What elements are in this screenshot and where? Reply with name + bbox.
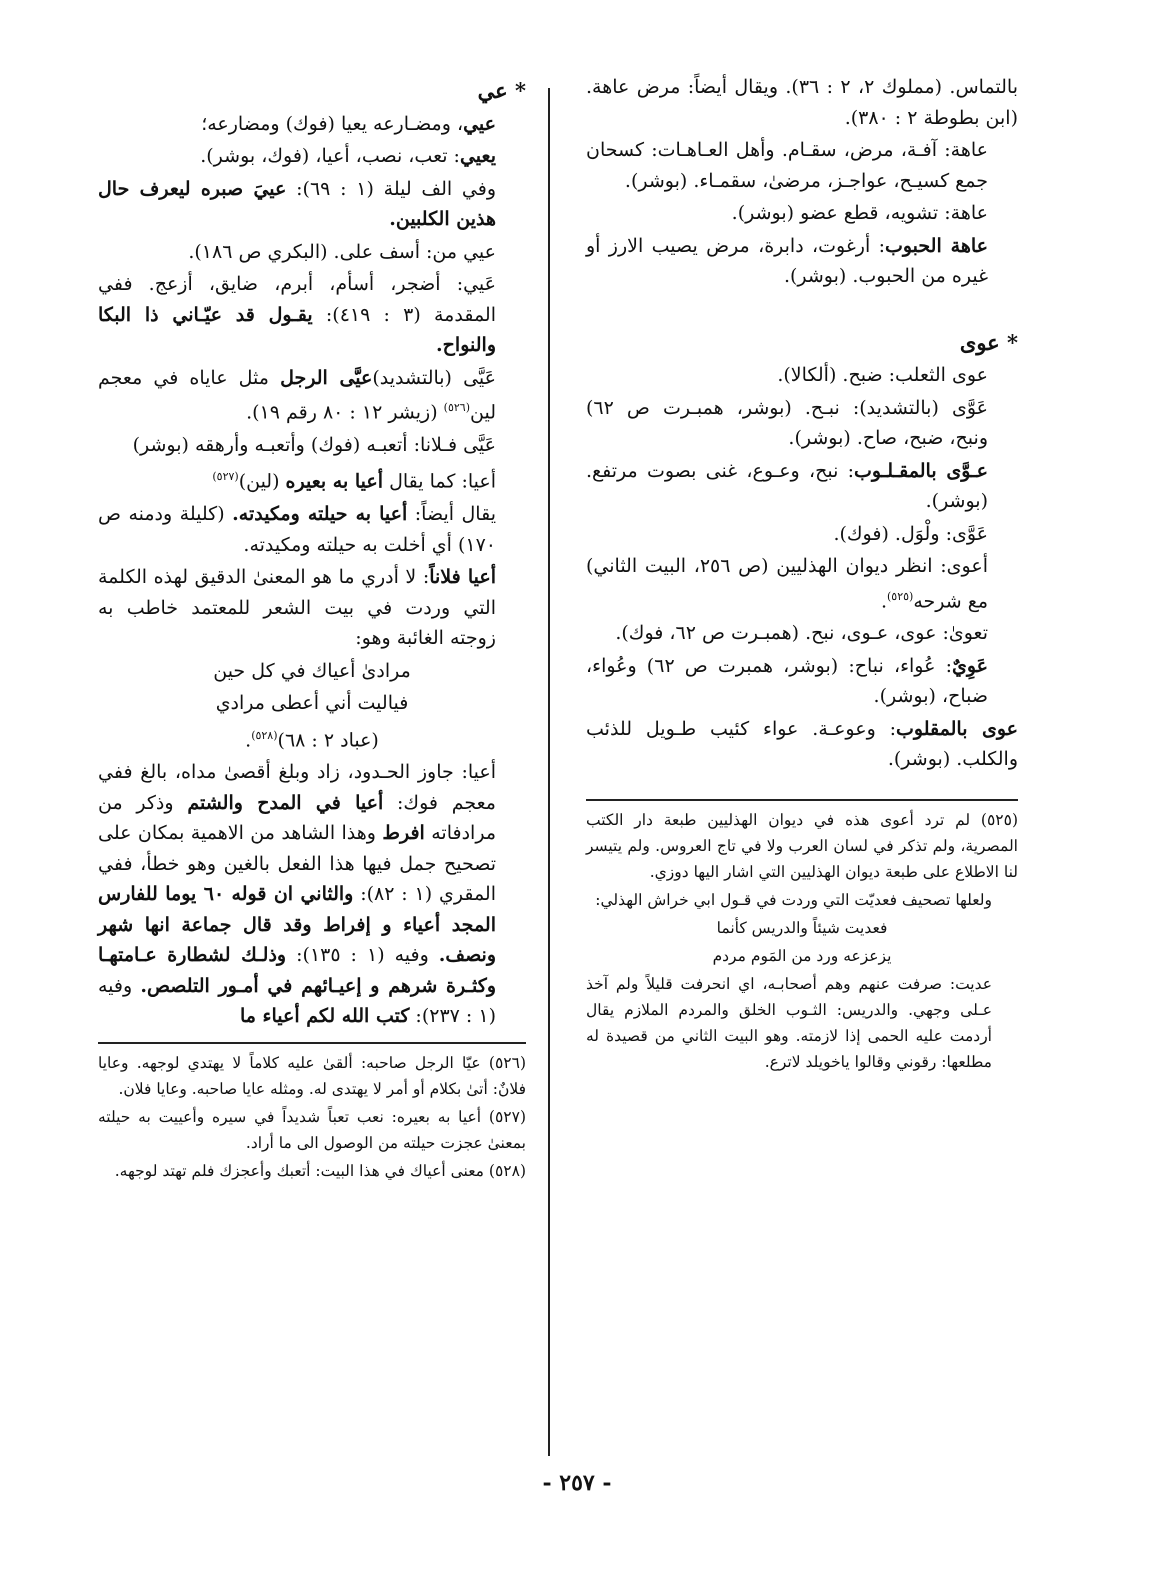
definition: وفيه (١ : ٢٣٧):: [98, 974, 496, 1028]
footnote: عديت: صرفت عنهم وهم أصحابـه، اي انحرفت قليلاً ولم آخذ عـلى وجهي. والدريس: الثـوب الخلق والمردم الملازم يقال أردمت عليه الحمى إذا لازمته. وهو البيت الثاني من قصيدة له مطلعها: رقوني وقالوا ياخويلد لاترع.: [586, 974, 992, 1071]
right-column: [586, 72, 1018, 1077]
footnote-divider: [586, 799, 1018, 801]
paragraph: [98, 757, 526, 1032]
paragraph: [98, 269, 526, 361]
definition: : تعب، نصب، أعيا، (فوك، بوشر).: [200, 145, 460, 167]
paragraph: عيي من: أسف على. (البكري ص ١٨٦).: [188, 240, 496, 263]
paragraph: [98, 141, 526, 172]
definition: (لين): [238, 470, 286, 493]
paragraph: [98, 462, 526, 497]
verse-line: فعديت شيئاً والدريس كأنما: [716, 918, 888, 937]
paragraph: [586, 456, 1018, 517]
footnote-ref: (٥٢٦): [443, 401, 470, 414]
definition: وذكر من مرادفاته: [98, 791, 496, 845]
entry-heading: * عي: [477, 78, 526, 103]
page-number: - ٢٥٧ -: [542, 1470, 612, 1496]
definition: وفي الف ليلة (١ : ٦٩):: [296, 177, 496, 200]
verse-line: يزعزعه ورد من المَوم مردم: [712, 946, 892, 965]
left-column: [98, 72, 526, 1186]
footnote: (٥٢٨) معنى أعياك في هذا البيت: أتعبك وأعجزك فلم تهتد لوجهه.: [114, 1161, 526, 1180]
footnote: (٥٢٥) لم ترد أعوى هذه في ديوان الهذليين طبعة دار الكتب المصرية، ولم تذكر في لسان العرب ولا في تاج العروس. ولم يتيسر لنا الاطلاع على طبعة ديوان الهذليين التي اشار اليها دوزي.: [586, 810, 1018, 881]
paragraph: [98, 109, 526, 140]
paragraph: عَوَّى (بالتشديد): نبـح. (بوشر، همبـرت ص ٦٢) ونبح، ضبح، صاح. (بوشر).: [586, 396, 988, 449]
paragraph: بالتماس. (مملوك ٢، ٢ : ٣٦). ويقال أيضاً: مرض عاهة. (ابن بطوطة ٢ : ٣٨٠).: [586, 76, 1019, 129]
definition: : نبح، وعـوع، غنى بصوت مرتفع. (بوشر).: [586, 459, 988, 512]
paragraph: عوى الثعلب: ضبح. (ألكالا).: [777, 364, 988, 386]
definition: وفيه (١ : ١٣٥):: [296, 944, 439, 967]
footnote-ref: (٥٢٥): [887, 589, 914, 603]
definition: أعيا: جاوز الحـدود، زاد وبلغ أقصىٰ مداه، بالغ ففي معجم فوك:: [98, 761, 496, 814]
citation: عييَ صبره ليعرف حال هذين الكلبين.: [98, 177, 496, 230]
definition: : عُواء، نباح: (بوشر، همبرت ص ٦٢) وعُواء، ضباح، (بوشر).: [586, 654, 988, 708]
paragraph: [586, 231, 1018, 292]
definition: أعوى: انظر ديوان الهذليين (ص ٢٥٦، البيت الثاني) مع شرحه: [586, 555, 988, 612]
citation: وذلـك لشطارة عـامتهـا وكثـرة شرهم و إعيـائهم في أمـور التلصص.: [98, 944, 496, 997]
paragraph: [98, 499, 526, 560]
paragraph: [586, 651, 1018, 712]
verse-line: مرادىٰ أعياك في كل حين: [213, 659, 411, 682]
footnote-divider: [98, 1042, 526, 1044]
headword: عوى بالمقلوب: [896, 717, 1018, 740]
column-divider: [548, 88, 550, 1456]
paragraph: [98, 174, 526, 235]
headword: عيي: [463, 112, 496, 135]
citation: أعيا به بعيره: [285, 470, 384, 493]
definition: (كليلة ودمنه ص ١٧٠) أي أخلت به حيلته ومكيدته.: [98, 503, 496, 556]
verse-source: (عباد ٢ : ٦٨)$^{(٥٢٨)}$.: [245, 728, 379, 751]
verse-citation: (عباد ٢ : ٦٨): [277, 728, 379, 751]
footnote-ref: (٥٢٧): [212, 470, 239, 484]
definition: وهذا الشاهد من الاهمية بمكان على تصحيح جمل فيها هذا الفعل بالغين وهو خطأ، ففي المقري (١ : ٨٢):: [98, 822, 496, 906]
definition: : أرغوت، دابرة، مرض يصيب الارز أو غيره من الحبوب. (بوشر).: [586, 234, 988, 287]
footnotes: [98, 1050, 526, 1184]
headword: عاهة الحبوب: [884, 234, 989, 257]
footnote: ولعلها تصحيف فعديّت التي وردت في قـول ابي خراش الهذلي:: [595, 890, 992, 909]
citation: كتب الله لكم أعياء ما: [239, 1005, 410, 1028]
paragraph: عاهة: آفـة، مرض، سقـام. وأهل العـاهـات: كسحان جمع كسيـح، عواجـز، مرضىٰ، سقمـاء. (بوشر).: [586, 139, 988, 192]
headword: عيَّى الرجل: [280, 366, 373, 389]
paragraph: عَوَّى: ولْوَل. (فوك).: [833, 522, 988, 545]
citation: أعيا به حيلته ومكيدته.: [232, 503, 408, 526]
paragraph: عاهة: تشويه، قطع عضو (بوشر).: [731, 202, 988, 224]
footnote: (٥٢٦) عيّا الرجل صاحبه: ألقىٰ عليه كلاماً لا يهتدي لوجهه. وعايا فلانٌ: أتىٰ بكلام أو أمر لا يهتدى له. ومثله عايا صاحبه. وعايا فلان.: [98, 1053, 526, 1098]
definition: عَيي: أضجر، أسأم، أبرم، ضايق، أزعج. ففي المقدمة (٣ : ٤١٩):: [98, 273, 496, 326]
definition: (زيشر ١٢ : ٨٠ رقم ١٩).: [246, 401, 444, 424]
headword: أعيا فلاناً: [429, 566, 496, 589]
citation: والثاني ان قوله ٦٠ يوما للفارس المجد أعياء و إفراط وقد قال جماعة انها شهر ونصف.: [98, 883, 497, 967]
definition: ، ومضـارعه يعيا (فوك) ومضارعه؛: [201, 112, 464, 135]
definition: أعيا: كما يقال: [389, 470, 496, 493]
verse-line: فياليت أني أعطى مرادي: [215, 692, 409, 715]
footnote-ref: (٥٢٨): [251, 728, 278, 742]
citation: أعيا في المدح والشتم: [187, 791, 384, 814]
paragraph: عَيَّى فـلانا: أتعبـه (فوك) وأتعبـه وأرهقه (بوشر): [132, 433, 496, 456]
paragraph: [98, 363, 526, 428]
headword: عَوِيٌ: [951, 654, 989, 677]
paragraph: [98, 562, 526, 654]
definition: : وعوعـة. عواء كئيب طـويل للذئب والكلب. (بوشر).: [586, 717, 1018, 771]
paragraph: [586, 714, 1018, 775]
footnote: (٥٢٧) أعيا به بعيره: نعب تعباً شديداً في سيره وأعييت به حيلته بمعنىٰ عجزت حيلته من الوصول الى ما أراد.: [98, 1107, 526, 1152]
footnotes: [586, 807, 1018, 1075]
headword: يعيي: [459, 145, 496, 167]
definition: يقال أيضاً:: [414, 503, 496, 526]
definition: : لا أدري ما هو المعنىٰ الدقيق لهذه الكلمة التي وردت في بيت الشعر للمعتمد خاطب به زوجته الغائبة وهو:: [98, 566, 496, 650]
paragraph: أعوى: انظر ديوان الهذليين (ص ٢٥٦، البيت الثاني) مع شرحه$^{(٥٢٥)}$.: [586, 555, 988, 612]
headword: عـوَّى بالمقـلـوب: [854, 459, 988, 482]
citation: افرط: [382, 822, 425, 845]
paragraph: تعوىٰ: عوى، عـوى، نبح. (همبـرت ص ٦٢، فوك).: [615, 622, 988, 645]
entry-heading: * عوى: [959, 329, 1018, 355]
definition: مثل عاياه في معجم لين: [98, 366, 496, 424]
definition: عَيَّى (بالتشديد): [372, 366, 496, 389]
citation: يقـول قد عيّـاني ذا البكا والنواح.: [98, 303, 496, 356]
